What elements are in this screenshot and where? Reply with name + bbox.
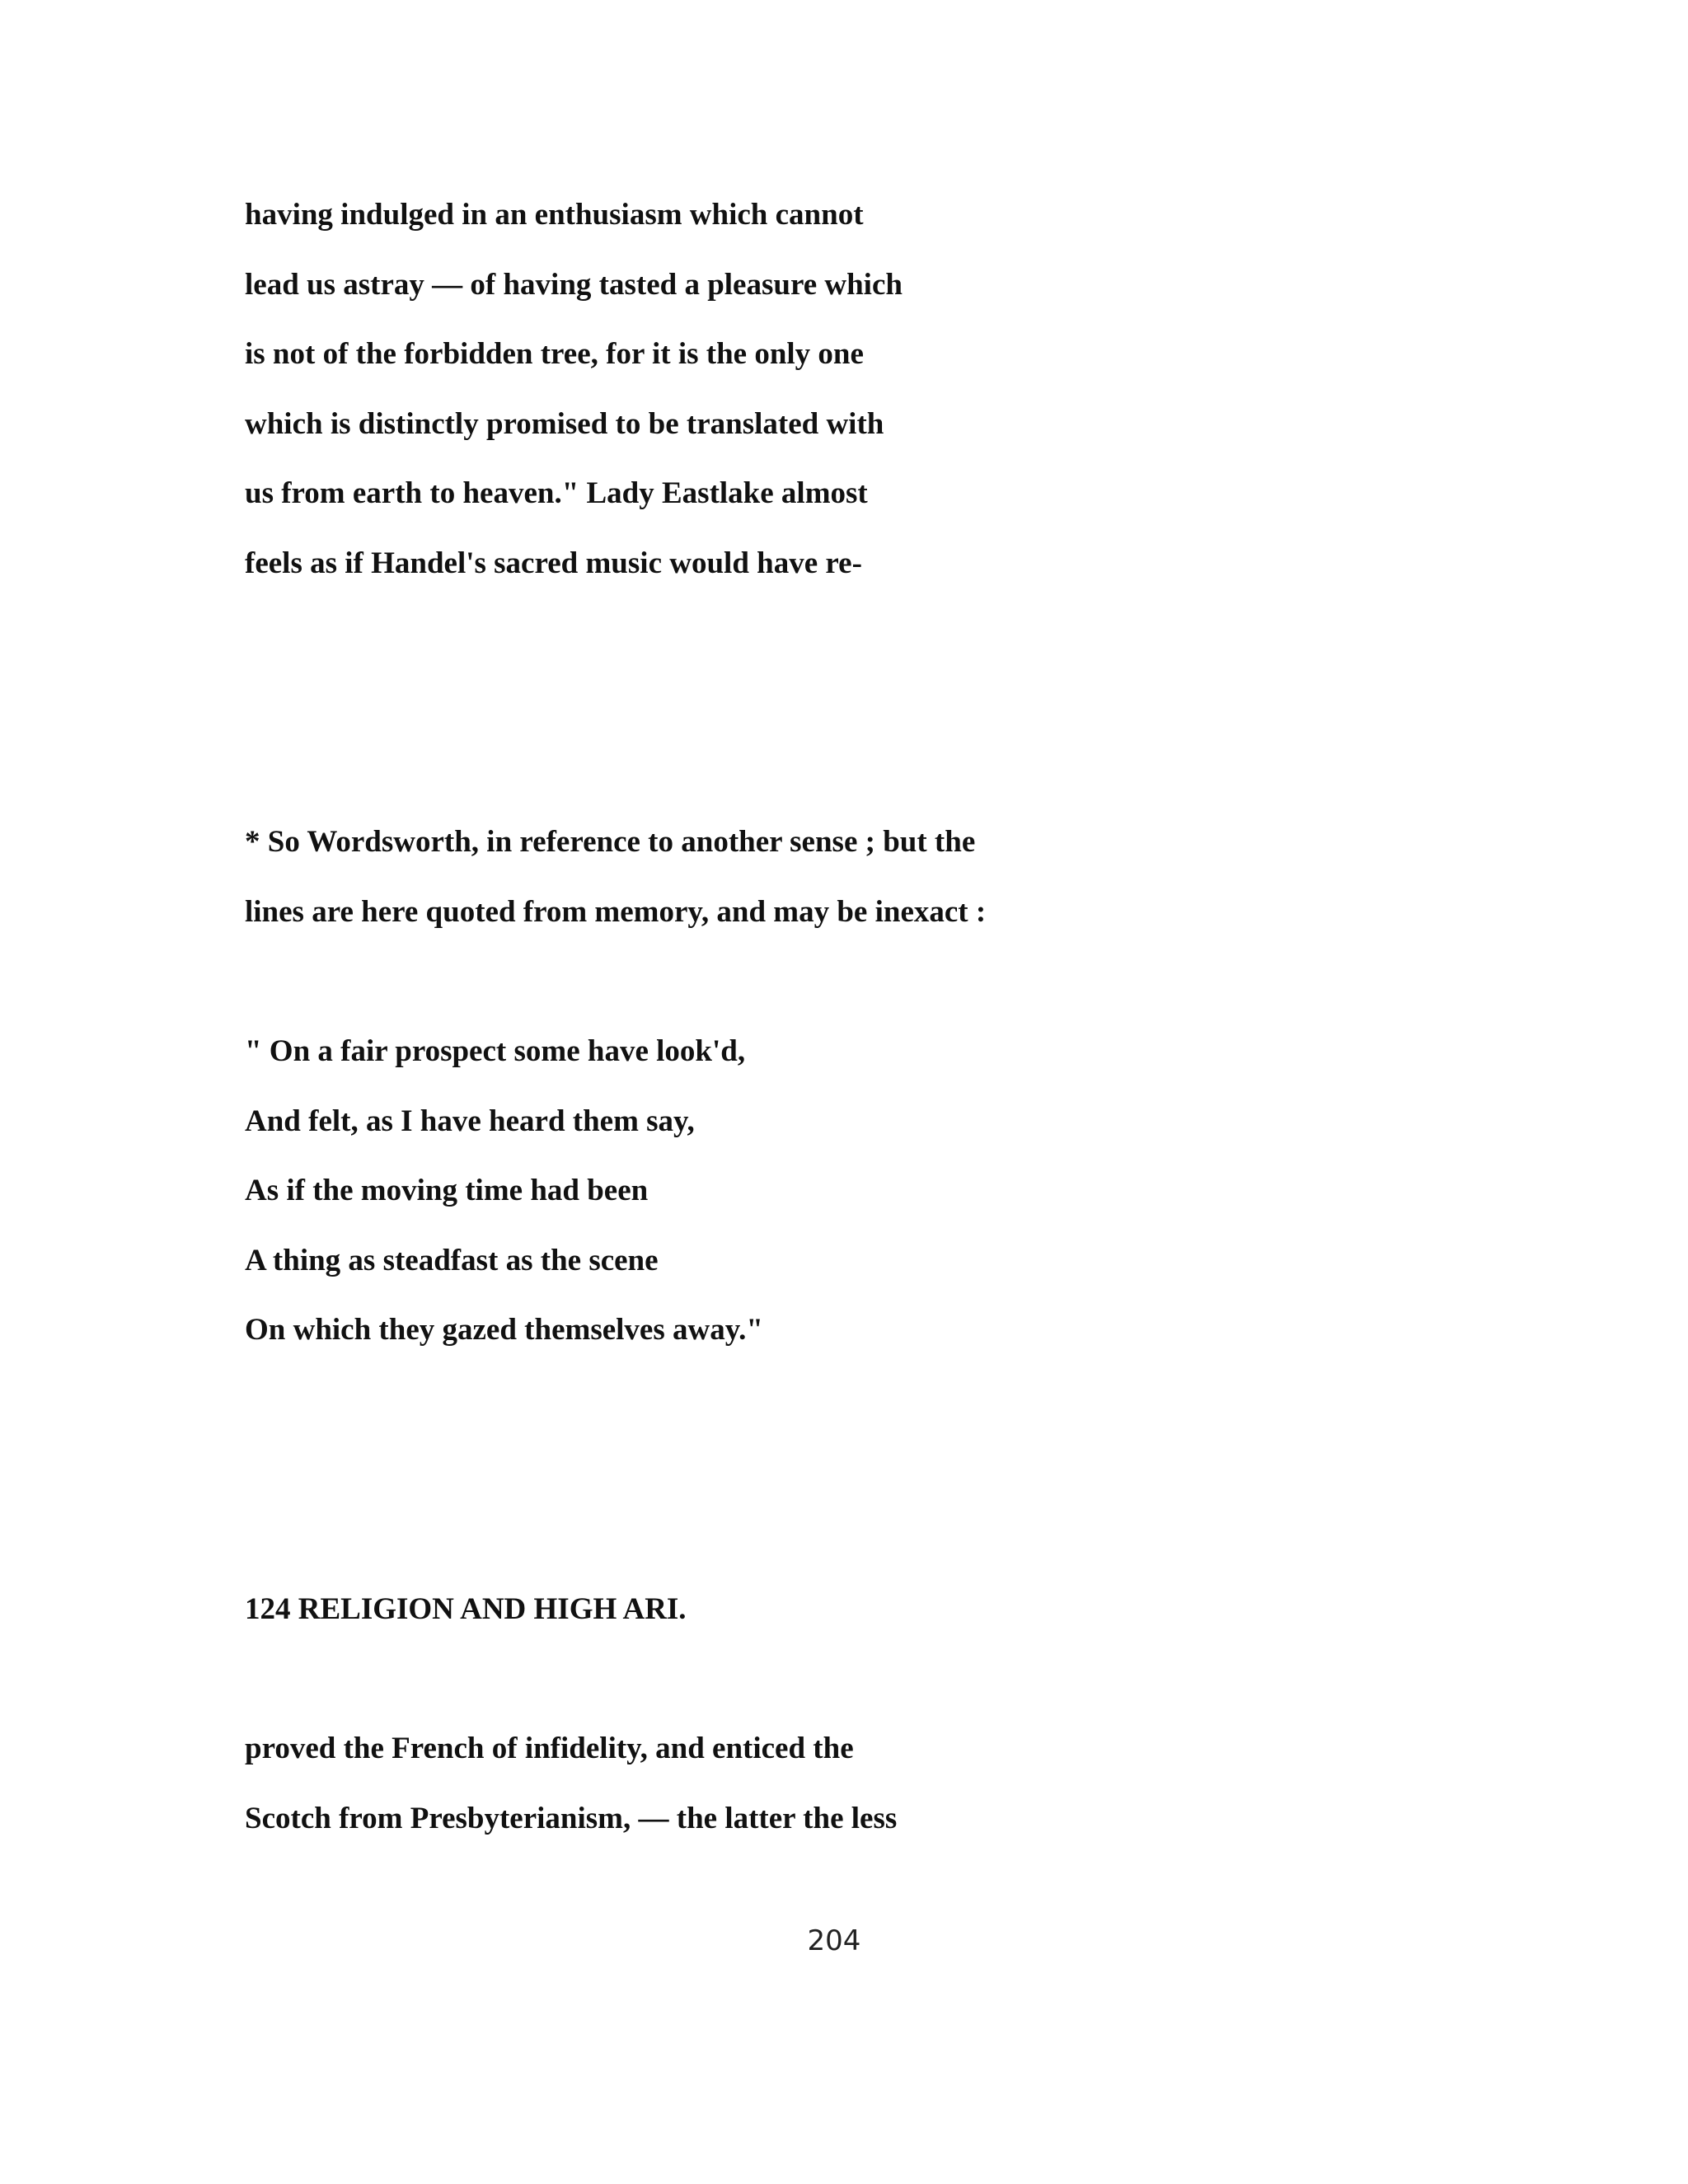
verse-line: As if the moving time had been <box>245 1174 649 1207</box>
body-line: is not of the forbidden tree, for it is the only one <box>245 337 864 371</box>
verse-line: And felt, as I have heard them say, <box>245 1104 695 1138</box>
body-line: having indulged in an enthusiasm which cannot <box>245 198 864 232</box>
body-line: lead us astray — of having tasted a pleasure which <box>245 268 903 302</box>
verse-line: On which they gazed themselves away." <box>245 1313 763 1347</box>
body-line: us from earth to heaven." Lady Eastlake almost <box>245 476 868 510</box>
continuation-line: proved the French of infidelity, and enticed the <box>245 1732 854 1765</box>
running-header: 124 RELIGION AND HIGH ARI. <box>245 1592 687 1626</box>
verse-line: " On a fair prospect some have look'd, <box>245 1034 746 1068</box>
verse-line: A thing as steadfast as the scene <box>245 1244 659 1277</box>
body-line: feels as if Handel's sacred music would have re- <box>245 546 862 580</box>
body-line: which is distinctly promised to be translated with <box>245 407 884 441</box>
footnote-line: * So Wordsworth, in reference to another sense ; but the <box>245 825 976 859</box>
page-number: 204 <box>807 1924 861 1957</box>
footnote-line: lines are here quoted from memory, and may be inexact : <box>245 895 987 929</box>
continuation-line: Scotch from Presbyterianism, — the latter the less <box>245 1802 898 1835</box>
